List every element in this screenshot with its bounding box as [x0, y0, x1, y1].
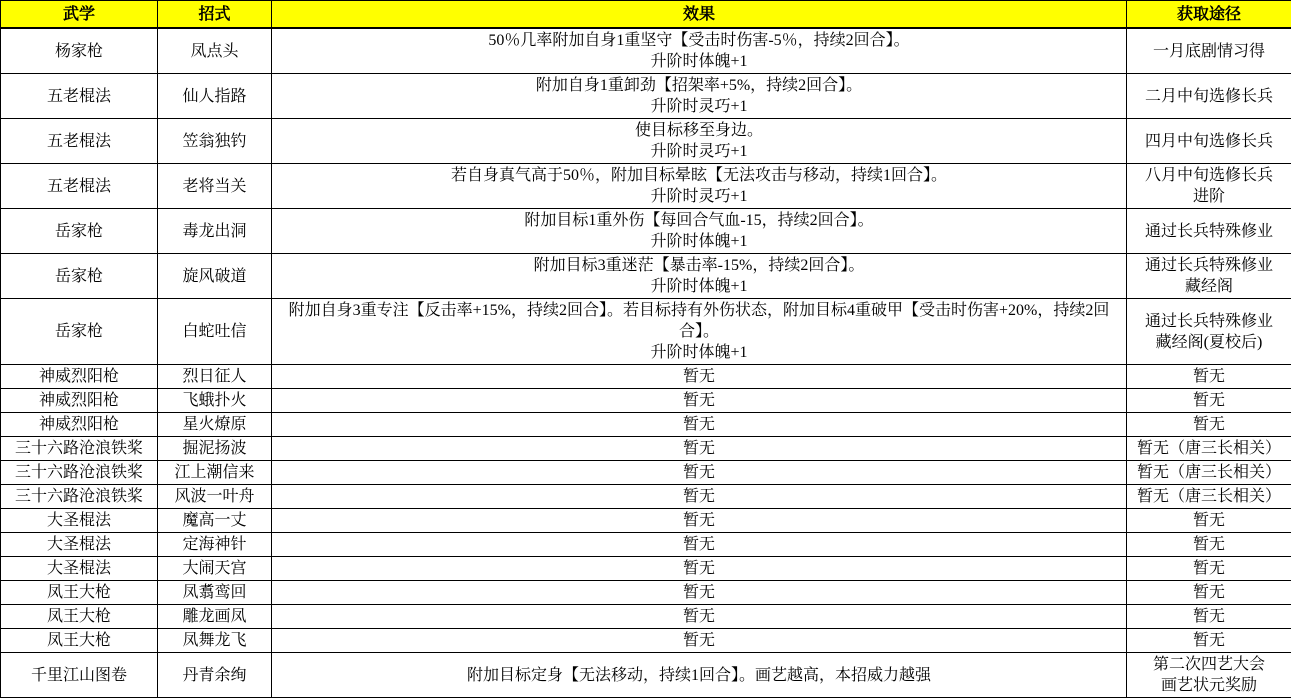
cell-source [1127, 28, 1291, 74]
column-header-martial-art: 武学 [1, 1, 158, 29]
cell-move: 笠翁独钓 [158, 119, 272, 164]
cell-move: 掘泥扬波 [158, 437, 272, 461]
cell-move: 旋风破道 [158, 254, 272, 299]
cell-line: 藏经阁(夏校后) [1129, 332, 1289, 353]
cell-line: 升阶时灵巧+1 [274, 96, 1124, 117]
table-row [1, 437, 1291, 461]
cell-line: 暂无 [274, 390, 1124, 411]
table-row [1, 629, 1291, 653]
table-row [1, 533, 1291, 557]
cell-move: 定海神针 [158, 533, 272, 557]
cell-line: 暂无 [1129, 390, 1289, 411]
cell-move: 毒龙出洞 [158, 209, 272, 254]
cell-line: 暂无 [274, 510, 1124, 531]
header-row [1, 1, 1291, 29]
table-header [1, 1, 1291, 29]
cell-source [1127, 653, 1291, 698]
cell-line: 暂无 [1129, 510, 1289, 531]
cell-martial-art: 凤王大枪 [1, 629, 158, 653]
cell-effect [272, 413, 1127, 437]
table-row [1, 209, 1291, 254]
cell-source [1127, 74, 1291, 119]
cell-line: 暂无 [1129, 630, 1289, 651]
cell-effect [272, 581, 1127, 605]
cell-source [1127, 119, 1291, 164]
cell-line: 暂无 [274, 462, 1124, 483]
cell-line: 暂无 [274, 606, 1124, 627]
cell-source [1127, 299, 1291, 365]
cell-line: 通过长兵特殊修业 [1129, 221, 1289, 242]
cell-martial-art: 三十六路沧浪铁桨 [1, 461, 158, 485]
cell-source [1127, 437, 1291, 461]
cell-move: 凤翥鸾回 [158, 581, 272, 605]
cell-line: 暂无 [274, 438, 1124, 459]
cell-effect [272, 653, 1127, 698]
cell-line: 暂无 [274, 486, 1124, 507]
cell-martial-art: 神威烈阳枪 [1, 413, 158, 437]
cell-source [1127, 389, 1291, 413]
column-header-effect: 效果 [272, 1, 1127, 29]
table-row [1, 28, 1291, 74]
cell-martial-art: 三十六路沧浪铁桨 [1, 437, 158, 461]
cell-effect [272, 485, 1127, 509]
cell-source [1127, 557, 1291, 581]
cell-effect [272, 557, 1127, 581]
cell-effect [272, 254, 1127, 299]
cell-effect [272, 605, 1127, 629]
cell-line: 暂无 [1129, 534, 1289, 555]
cell-effect [272, 164, 1127, 209]
table-row [1, 365, 1291, 389]
table-row [1, 74, 1291, 119]
cell-martial-art: 岳家枪 [1, 209, 158, 254]
cell-source [1127, 509, 1291, 533]
cell-source [1127, 533, 1291, 557]
cell-line: 暂无 [274, 582, 1124, 603]
cell-move: 烈日征人 [158, 365, 272, 389]
cell-move: 魔高一丈 [158, 509, 272, 533]
cell-source [1127, 254, 1291, 299]
table-body [1, 28, 1291, 698]
table-row [1, 509, 1291, 533]
cell-line: 通过长兵特殊修业 [1129, 255, 1289, 276]
cell-line: 一月底剧情习得 [1129, 41, 1289, 62]
cell-line: 暂无 [274, 366, 1124, 387]
cell-move: 老将当关 [158, 164, 272, 209]
cell-line: 附加目标3重迷茫【暴击率-15%，持续2回合】。 [274, 255, 1124, 276]
cell-move: 星火燎原 [158, 413, 272, 437]
cell-line: 升阶时灵巧+1 [274, 141, 1124, 162]
column-header-source: 获取途径 [1127, 1, 1291, 29]
cell-effect [272, 365, 1127, 389]
cell-line: 附加目标定身【无法移动，持续1回合】。画艺越高，本招威力越强 [274, 665, 1124, 686]
cell-source [1127, 461, 1291, 485]
cell-line: 藏经阁 [1129, 276, 1289, 297]
cell-line: 四月中旬选修长兵 [1129, 131, 1289, 152]
cell-effect [272, 533, 1127, 557]
cell-line: 附加目标1重外伤【每回合气血-15，持续2回合】。 [274, 210, 1124, 231]
cell-effect [272, 437, 1127, 461]
column-header-move: 招式 [158, 1, 272, 29]
cell-martial-art: 五老棍法 [1, 74, 158, 119]
cell-effect [272, 389, 1127, 413]
cell-line: 附加自身1重卸劲【招架率+5%，持续2回合】。 [274, 75, 1124, 96]
cell-martial-art: 大圣棍法 [1, 509, 158, 533]
cell-martial-art: 岳家枪 [1, 254, 158, 299]
cell-martial-art: 凤王大枪 [1, 581, 158, 605]
cell-source [1127, 209, 1291, 254]
cell-line: 暂无 [1129, 414, 1289, 435]
cell-line: 若自身真气高于50％，附加目标晕眩【无法攻击与移动，持续1回合】。 [274, 165, 1124, 186]
cell-martial-art: 五老棍法 [1, 119, 158, 164]
cell-line: 暂无 [274, 630, 1124, 651]
cell-line: 暂无 [274, 414, 1124, 435]
cell-effect [272, 461, 1127, 485]
cell-effect [272, 209, 1127, 254]
cell-line: 升阶时体魄+1 [274, 231, 1124, 252]
table-row [1, 461, 1291, 485]
cell-move: 风波一叶舟 [158, 485, 272, 509]
cell-martial-art: 大圣棍法 [1, 557, 158, 581]
cell-line: 附加自身3重专注【反击率+15%，持续2回合】。若目标持有外伤状态，附加目标4重破甲【受击时伤害+20%，持续2回合】。 [274, 300, 1124, 342]
cell-line: 暂无（唐三长相关） [1129, 462, 1289, 483]
cell-source [1127, 365, 1291, 389]
cell-martial-art: 凤王大枪 [1, 605, 158, 629]
cell-move: 飞蛾扑火 [158, 389, 272, 413]
cell-martial-art: 三十六路沧浪铁桨 [1, 485, 158, 509]
cell-martial-art: 大圣棍法 [1, 533, 158, 557]
cell-line: 升阶时灵巧+1 [274, 186, 1124, 207]
cell-martial-art: 五老棍法 [1, 164, 158, 209]
cell-line: 暂无（唐三长相关） [1129, 438, 1289, 459]
cell-line: 暂无 [1129, 582, 1289, 603]
cell-source [1127, 485, 1291, 509]
cell-source [1127, 605, 1291, 629]
cell-source [1127, 164, 1291, 209]
table-row [1, 413, 1291, 437]
cell-martial-art: 岳家枪 [1, 299, 158, 365]
cell-line: 二月中旬选修长兵 [1129, 86, 1289, 107]
table-row [1, 164, 1291, 209]
cell-line: 暂无 [274, 534, 1124, 555]
cell-martial-art: 杨家枪 [1, 28, 158, 74]
table-row [1, 299, 1291, 365]
cell-line: 升阶时体魄+1 [274, 276, 1124, 297]
table-row [1, 605, 1291, 629]
cell-line: 八月中旬选修长兵 [1129, 165, 1289, 186]
cell-line: 第二次四艺大会 [1129, 654, 1289, 675]
cell-martial-art: 神威烈阳枪 [1, 389, 158, 413]
cell-effect [272, 74, 1127, 119]
cell-move: 仙人指路 [158, 74, 272, 119]
cell-move: 雕龙画凤 [158, 605, 272, 629]
cell-line: 使目标移至身边。 [274, 120, 1124, 141]
table-row [1, 653, 1291, 698]
cell-source [1127, 629, 1291, 653]
cell-martial-art: 千里江山图卷 [1, 653, 158, 698]
cell-move: 凤点头 [158, 28, 272, 74]
table-row [1, 254, 1291, 299]
cell-effect [272, 629, 1127, 653]
table-row [1, 485, 1291, 509]
cell-line: 暂无 [1129, 366, 1289, 387]
table-row [1, 119, 1291, 164]
cell-line: 通过长兵特殊修业 [1129, 311, 1289, 332]
table-row [1, 581, 1291, 605]
cell-move: 丹青余绚 [158, 653, 272, 698]
cell-line: 画艺状元奖励 [1129, 675, 1289, 696]
cell-source [1127, 413, 1291, 437]
cell-line: 暂无 [274, 558, 1124, 579]
cell-line: 暂无 [1129, 606, 1289, 627]
cell-effect [272, 119, 1127, 164]
cell-line: 暂无 [1129, 558, 1289, 579]
cell-effect [272, 509, 1127, 533]
cell-line: 50％几率附加自身1重坚守【受击时伤害-5％，持续2回合】。 [274, 30, 1124, 51]
cell-line: 升阶时体魄+1 [274, 342, 1124, 363]
cell-move: 凤舞龙飞 [158, 629, 272, 653]
cell-line: 升阶时体魄+1 [274, 51, 1124, 72]
cell-source [1127, 581, 1291, 605]
cell-martial-art: 神威烈阳枪 [1, 365, 158, 389]
cell-move: 江上潮信来 [158, 461, 272, 485]
cell-line: 进阶 [1129, 186, 1289, 207]
cell-move: 白蛇吐信 [158, 299, 272, 365]
table-row [1, 557, 1291, 581]
table-row [1, 389, 1291, 413]
cell-effect [272, 299, 1127, 365]
cell-line: 暂无（唐三长相关） [1129, 486, 1289, 507]
cell-move: 大闹天宫 [158, 557, 272, 581]
cell-effect [272, 28, 1127, 74]
